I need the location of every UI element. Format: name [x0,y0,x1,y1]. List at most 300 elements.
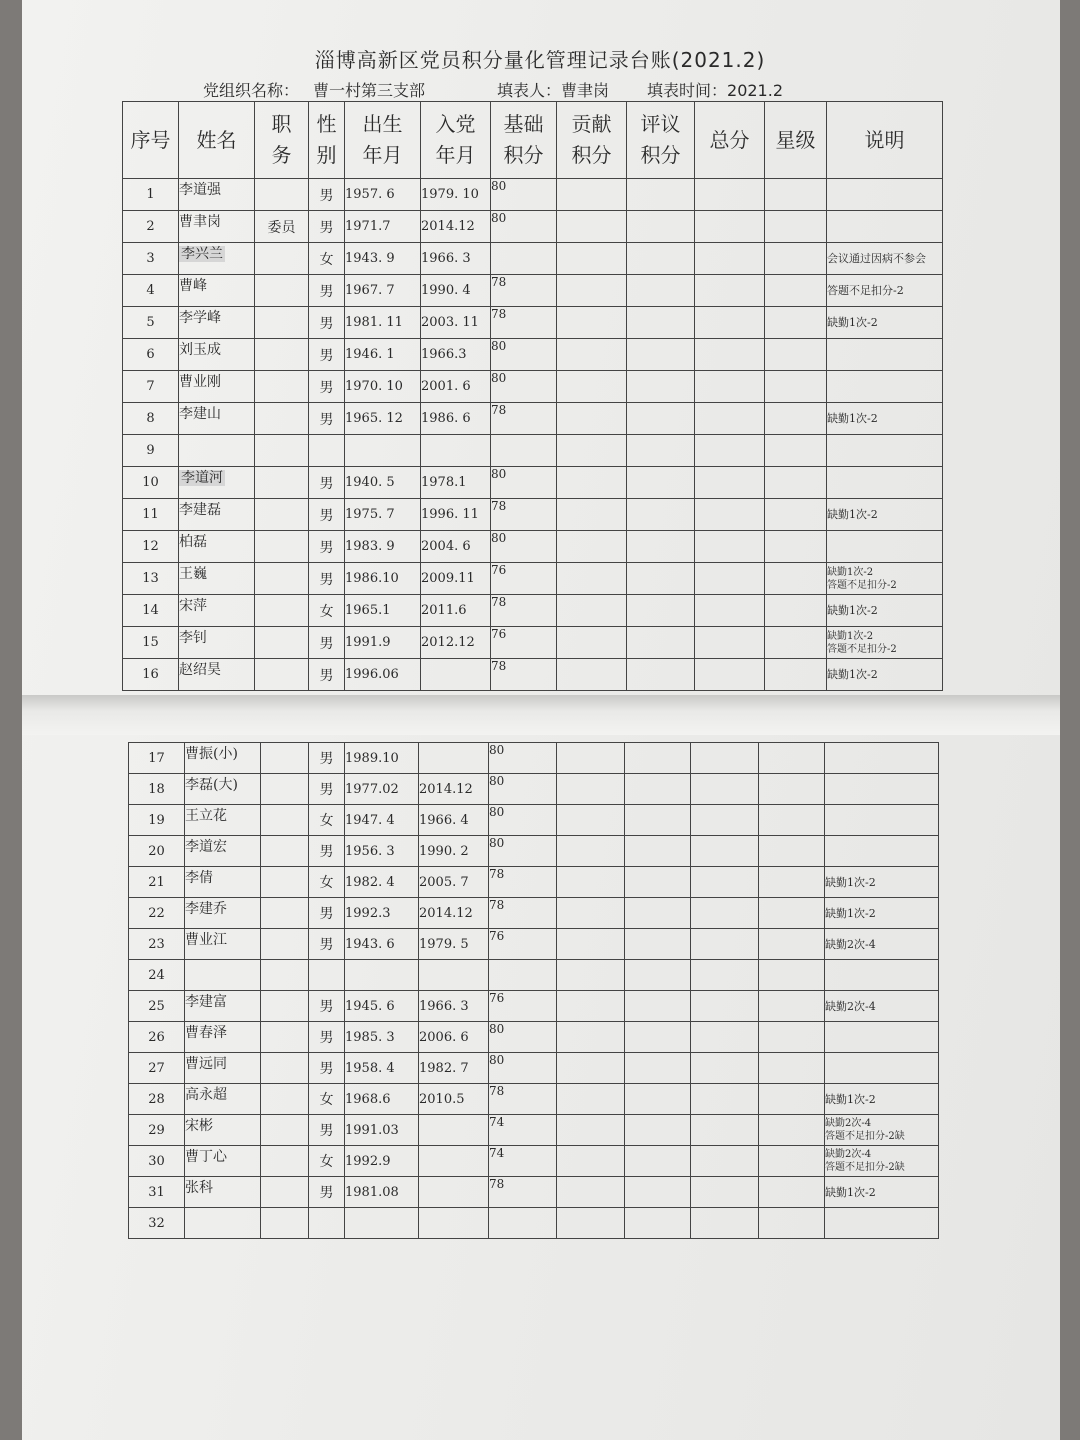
base-score-cell [491,179,557,211]
review-score-cell [625,991,691,1022]
total-score-cell [695,403,765,435]
remark: 缺勤1次-2 答题不足扣分-2 [827,566,897,591]
contribution-score-cell [557,659,627,691]
member-sex: 男 [319,1185,334,1201]
table-row [123,179,943,211]
base-score-cell [491,211,557,243]
star-level-cell [759,1084,825,1115]
row-number-cell [123,499,179,531]
base-score-cell [489,774,557,805]
birth-date-cell [345,275,421,307]
base-score-cell [489,1084,557,1115]
column-header-line1: 入党 [435,112,476,136]
member-sex-cell [309,627,345,659]
base-score-cell [491,435,557,467]
total-score-cell [695,435,765,467]
birth-date-cell [345,929,419,960]
base-score-cell [489,1177,557,1208]
row-number-cell [123,307,179,339]
time-line [647,78,783,101]
member-sex-cell [309,595,345,627]
row-number-cell [123,435,179,467]
row-number-cell [129,991,185,1022]
row-number: 23 [148,936,165,952]
total-score-cell [695,307,765,339]
review-score-cell [625,1177,691,1208]
row-number-cell [129,774,185,805]
member-name: 李建乔 [185,901,227,917]
base-score-cell [491,659,557,691]
base-score: 80 [489,1053,505,1067]
remark-cell [825,960,939,991]
contribution-score-cell [557,1146,625,1177]
remark-cell [827,307,943,339]
birth-date: 1985. 3 [345,1029,395,1045]
base-score: 78 [491,659,507,673]
member-name-cell [185,867,261,898]
total-score-cell [691,1084,759,1115]
total-score-cell [695,467,765,499]
member-name-cell [185,1053,261,1084]
member-name: 王立花 [185,808,227,824]
member-name: 赵绍昊 [179,662,221,678]
total-score-cell [695,179,765,211]
remark-cell [827,435,943,467]
row-number: 7 [146,379,155,394]
member-sex: 男 [319,315,334,332]
member-sex-cell [309,563,345,595]
base-score-cell [489,929,557,960]
member-post-cell [255,595,309,627]
star-level-cell [765,531,827,563]
base-score: 74 [489,1115,505,1129]
remark-cell [827,595,943,627]
join-date-cell [421,211,491,243]
birth-date: 1940. 5 [345,475,395,490]
review-score-cell [627,275,695,307]
review-score-cell [627,531,695,563]
member-name: 曹远同 [185,1056,227,1072]
row-number-cell [129,836,185,867]
member-name: 曹业江 [185,932,227,948]
filler-name: 曹聿岗 [561,81,610,100]
join-date: 2012.12 [421,635,475,650]
birth-date-cell [345,243,421,275]
review-score-cell [625,805,691,836]
base-score-cell [489,960,557,991]
row-number-cell [129,960,185,991]
column-header-line1: 职 [271,112,292,136]
birth-date-cell [345,991,419,1022]
star-level-cell [759,743,825,774]
join-date-cell [421,499,491,531]
member-name-cell [179,403,255,435]
member-sex-cell [309,307,345,339]
member-sex: 女 [319,251,334,268]
member-post-cell [261,1084,309,1115]
join-date: 2014.12 [419,781,473,797]
member-name: 曹聿岗 [179,214,221,230]
row-number: 25 [148,998,165,1014]
member-post-cell [261,836,309,867]
star-level-cell [765,307,827,339]
remark-cell [825,1084,939,1115]
star-level-cell [765,435,827,467]
column-header [123,102,179,179]
base-score-cell [489,1022,557,1053]
column-header [695,102,765,179]
member-sex-cell [309,898,345,929]
join-date: 2004. 6 [421,539,471,554]
join-date-cell [421,467,491,499]
contribution-score-cell [557,867,625,898]
member-name-cell [179,179,255,211]
review-score-cell [627,211,695,243]
table-row [123,659,943,691]
review-score-cell [625,1115,691,1146]
member-sex-cell [309,179,345,211]
contribution-score-cell [557,339,627,371]
birth-date: 1991.9 [345,635,391,650]
member-sex: 男 [319,379,334,396]
row-number: 21 [148,874,165,890]
member-name-cell [179,371,255,403]
table-row [129,1022,939,1053]
review-score-cell [627,307,695,339]
contribution-score-cell [557,403,627,435]
birth-date-cell [345,1084,419,1115]
remark-cell [827,275,943,307]
birth-date: 1991.03 [345,1122,399,1138]
join-date: 1966. 3 [419,998,469,1014]
member-sex-cell [309,1022,345,1053]
member-name-cell [179,339,255,371]
birth-date: 1965.1 [345,603,391,618]
contribution-score-cell [557,743,625,774]
table-row [129,805,939,836]
join-date: 2014.12 [421,219,475,234]
member-sex: 男 [319,906,334,922]
join-date: 1966. 4 [419,812,469,828]
review-score-cell [627,339,695,371]
join-date-cell [421,563,491,595]
member-sex-cell [309,659,345,691]
birth-date: 1968.6 [345,1091,391,1107]
table-row [129,743,939,774]
total-score-cell [691,929,759,960]
contribution-score-cell [557,243,627,275]
birth-date-cell [345,659,421,691]
birth-date: 1992.9 [345,1153,391,1169]
member-sex-cell [309,774,345,805]
row-number: 2 [146,219,155,234]
birth-date-cell [345,836,419,867]
star-level-cell [759,898,825,929]
table-row [123,243,943,275]
birth-date: 1989.10 [345,750,399,766]
remark-cell [827,659,943,691]
member-name: 李倩 [185,870,213,886]
remark: 缺勤2次-4 答题不足扣分-2缺 [825,1118,905,1142]
base-score: 80 [489,1022,505,1036]
birth-date-cell [345,1208,419,1239]
contribution-score-cell [557,467,627,499]
member-name: 李建山 [179,406,221,422]
member-sex-cell [309,1053,345,1084]
table-row [129,1146,939,1177]
member-name-cell [185,774,261,805]
row-number: 31 [148,1184,165,1200]
total-score-cell [695,371,765,403]
birth-date-cell [345,531,421,563]
join-date-cell [421,307,491,339]
table-row [123,531,943,563]
total-score-cell [691,1053,759,1084]
remark-cell [825,743,939,774]
contribution-score-cell [557,1115,625,1146]
total-score-cell [691,960,759,991]
remark-cell [827,403,943,435]
remark: 缺勤1次-2 [825,906,876,920]
member-post-cell [261,1022,309,1053]
member-post-cell [261,1208,309,1239]
star-level-cell [759,836,825,867]
column-header-line1: 评议 [640,112,681,136]
row-number-cell [123,595,179,627]
birth-date-cell [345,627,421,659]
join-date: 2009.11 [421,571,475,586]
member-post-cell [261,1115,309,1146]
star-level-cell [759,1177,825,1208]
member-sex: 男 [319,751,334,767]
contribution-score-cell [557,435,627,467]
contribution-score-cell [557,929,625,960]
column-header [345,102,421,179]
member-post-cell [255,371,309,403]
total-score-cell [695,339,765,371]
contribution-score-cell [557,563,627,595]
row-number: 3 [146,251,155,266]
remark: 缺勤1次-2 [827,604,878,617]
base-score-cell [491,627,557,659]
birth-date-cell [345,805,419,836]
member-sex: 男 [319,782,334,798]
review-score-cell [627,595,695,627]
remark: 缺勤2次-4 [825,999,876,1013]
contribution-score-cell [557,1053,625,1084]
remark-cell [825,774,939,805]
review-score-cell [627,403,695,435]
remark-cell [827,243,943,275]
review-score-cell [627,499,695,531]
member-sex: 男 [319,507,334,524]
base-score-cell [489,743,557,774]
member-post-cell [255,531,309,563]
member-sex-cell [309,211,345,243]
filler-label: 填表人： [497,81,562,100]
base-score-cell [491,339,557,371]
remark-cell [825,1177,939,1208]
table-row [123,595,943,627]
birth-date: 1992.3 [345,905,391,921]
join-date: 2014.12 [419,905,473,921]
review-score-cell [627,563,695,595]
total-score-cell [695,531,765,563]
review-score-cell [627,179,695,211]
join-date-cell [419,929,489,960]
member-name: 曹春泽 [185,1025,227,1041]
birth-date-cell [345,1146,419,1177]
star-level-cell [759,1053,825,1084]
member-name-cell [185,929,261,960]
join-date-cell [419,1115,489,1146]
contribution-score-cell [557,1084,625,1115]
member-sex: 男 [319,937,334,953]
member-sex: 男 [319,999,334,1015]
base-score-cell [489,867,557,898]
row-number: 30 [148,1153,165,1169]
table-row [129,836,939,867]
remark-cell [825,1146,939,1177]
member-sex-cell [309,929,345,960]
member-name-cell [185,836,261,867]
column-header [421,102,491,179]
base-score-cell [489,991,557,1022]
base-score: 78 [491,307,507,321]
join-date-cell [419,1146,489,1177]
birth-date-cell [345,499,421,531]
join-date-cell [421,275,491,307]
member-sex: 男 [319,635,334,652]
row-number: 4 [146,283,155,298]
total-score-cell [691,991,759,1022]
join-date: 1996. 11 [421,507,479,522]
row-number-cell [129,1208,185,1239]
join-date: 1979. 10 [421,187,479,202]
remark-cell [827,371,943,403]
star-level-cell [759,1208,825,1239]
member-sex-cell [309,403,345,435]
member-name: 宋彬 [185,1118,213,1134]
column-header [765,102,827,179]
member-post-cell [261,774,309,805]
base-score-cell [491,403,557,435]
row-number: 10 [142,475,159,490]
birth-date-cell [345,774,419,805]
row-number-cell [129,1146,185,1177]
birth-date: 1943. 6 [345,936,395,952]
remark-cell [825,867,939,898]
column-header-line1: 总分 [709,127,750,152]
member-sex-cell [309,1084,345,1115]
member-name-cell [179,275,255,307]
base-score-cell [491,499,557,531]
table-row [123,435,943,467]
column-header-line1: 基础 [503,112,544,136]
birth-date-cell [345,435,421,467]
review-score-cell [627,467,695,499]
member-name-cell [185,805,261,836]
birth-date-cell [345,743,419,774]
column-header-line2: 年月 [362,143,403,167]
base-score-cell [491,307,557,339]
row-number-cell [123,371,179,403]
base-score-cell [491,531,557,563]
total-score-cell [691,1115,759,1146]
member-sex: 女 [319,813,334,829]
row-number-cell [129,898,185,929]
star-level-cell [765,243,827,275]
row-number: 1 [146,187,155,202]
member-sex: 男 [319,1030,334,1046]
row-number: 20 [148,843,165,859]
review-score-cell [627,371,695,403]
review-score-cell [627,243,695,275]
base-score-cell [489,1115,557,1146]
remark: 缺勤1次-2 [825,1092,876,1106]
contribution-score-cell [557,275,627,307]
star-level-cell [759,991,825,1022]
member-sex: 女 [319,875,334,891]
join-date-cell [421,339,491,371]
birth-date-cell [345,1022,419,1053]
member-sex: 男 [319,571,334,588]
row-number: 8 [146,411,155,426]
column-header-line1: 出生 [362,112,403,136]
remark: 会议通过因病不参会 [827,252,926,265]
join-date-cell [421,243,491,275]
member-post-cell [255,659,309,691]
member-name-cell [179,243,255,275]
remark-cell [827,531,943,563]
member-post-cell [255,275,309,307]
member-sex: 女 [319,1154,334,1170]
remark-cell [827,339,943,371]
total-score-cell [691,743,759,774]
member-name-cell [185,898,261,929]
row-number: 22 [148,905,165,921]
member-post-cell [255,627,309,659]
remark-cell [825,805,939,836]
join-date: 2001. 6 [421,379,471,394]
birth-date: 1957. 6 [345,187,395,202]
total-score-cell [691,1146,759,1177]
contribution-score-cell [557,774,625,805]
table-row [123,499,943,531]
total-score-cell [691,836,759,867]
birth-date-cell [345,595,421,627]
remark-cell [825,1208,939,1239]
star-level-cell [759,960,825,991]
member-post-cell [261,1177,309,1208]
birth-date: 1982. 4 [345,874,395,890]
star-level-cell [759,1115,825,1146]
column-header [557,102,627,179]
contribution-score-cell [557,836,625,867]
table-row [129,991,939,1022]
review-score-cell [625,867,691,898]
member-post-cell [261,929,309,960]
member-sex-cell [309,836,345,867]
member-name: 李钊 [179,630,207,646]
review-score-cell [625,898,691,929]
review-score-cell [625,1084,691,1115]
member-name: 李兴兰 [181,246,223,262]
remark-cell [827,499,943,531]
base-score-cell [491,371,557,403]
member-name: 李道强 [179,182,221,198]
contribution-score-cell [557,1022,625,1053]
